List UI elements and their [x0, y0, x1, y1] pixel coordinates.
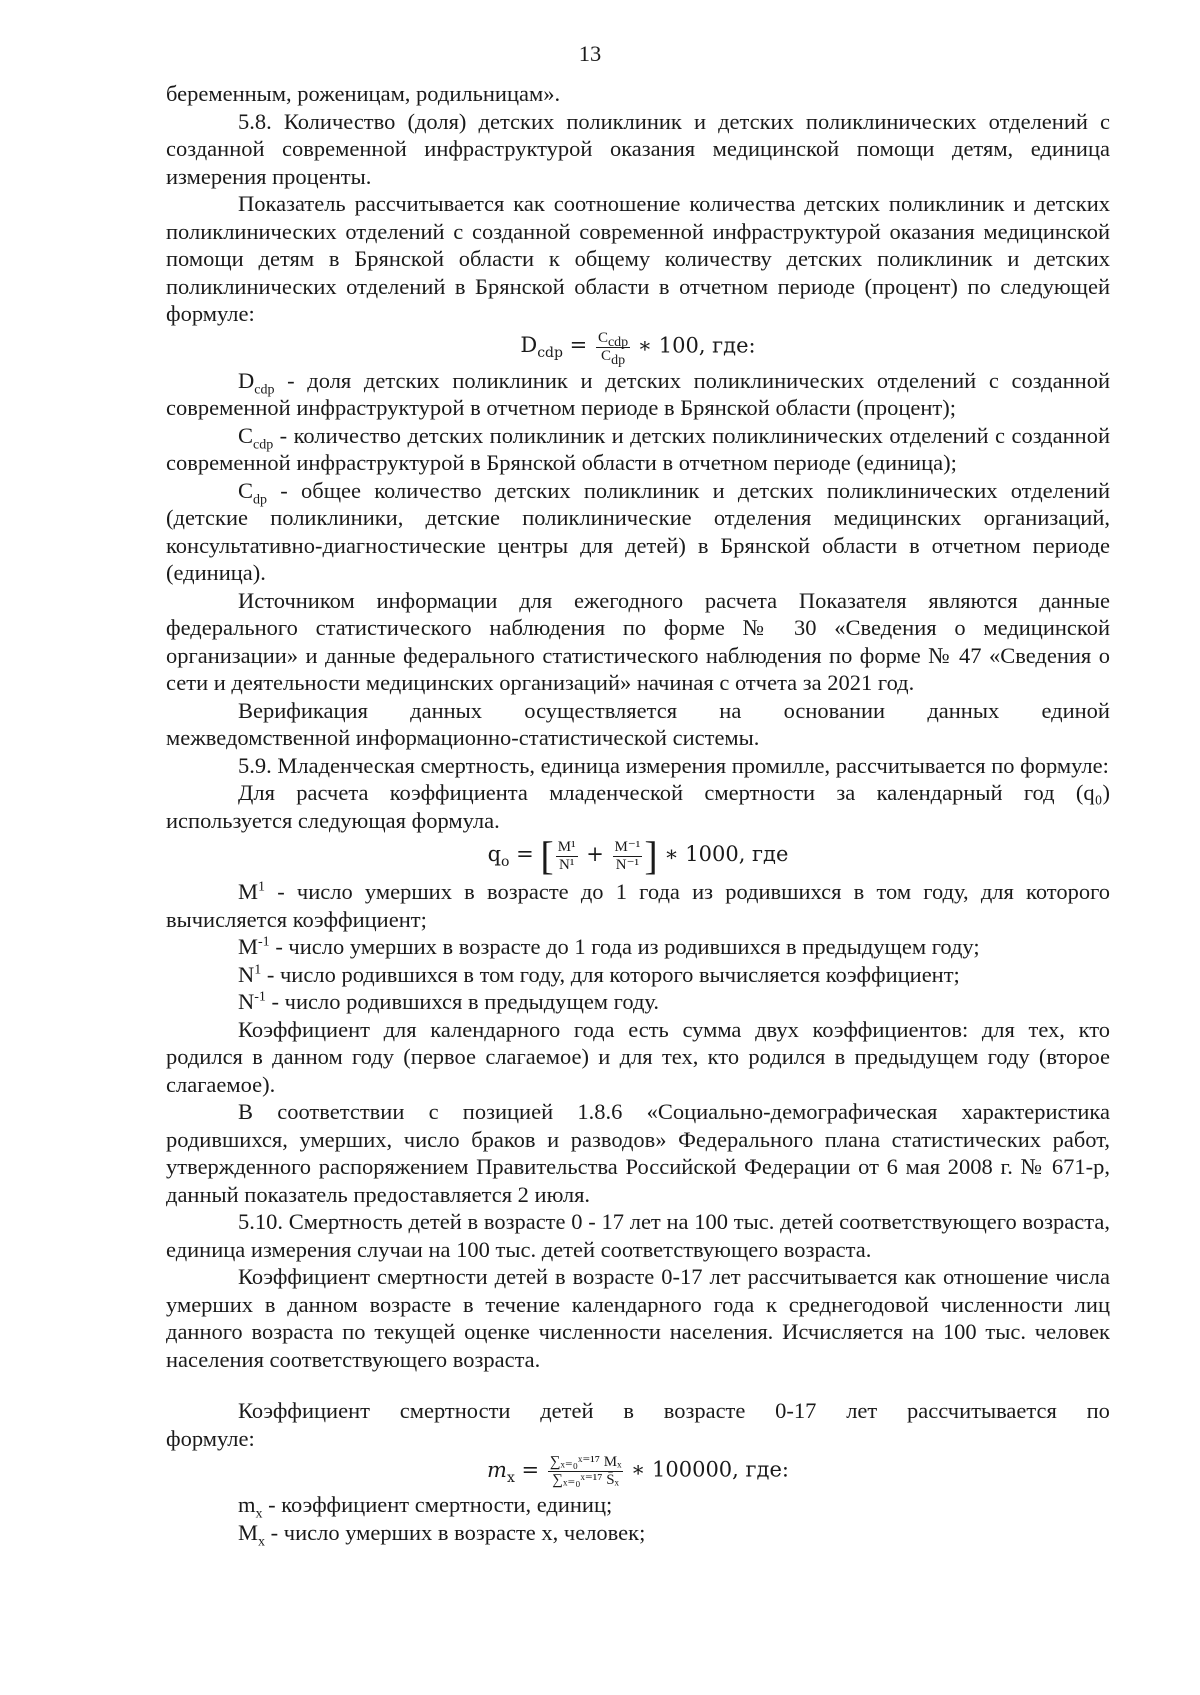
fraction: $\frac{\text{M⁻¹}}{\text{N⁻¹}}$ — [614, 838, 641, 873]
fraction: $\frac{\text{M¹}}{\text{N¹}}$ — [557, 838, 576, 873]
paragraph-spread: Верификация данных осуществляется на основании данных единой — [238, 697, 1110, 723]
definition-m-1: $M^{-1}$ - число умерших в возрасте до 1 года из родившихся в предыдущем году; — [238, 934, 980, 959]
paragraph: формуле: — [166, 1425, 255, 1451]
definition-m1: $M^1$ - число умерших в возрасте до 1 года из родившихся в том году, для которого вычисляется коэффициент; — [166, 879, 1110, 932]
definition-n-1: $N^{-1}$ - число родившихся в предыдущем году. — [238, 989, 660, 1014]
definition-n1: $N^1$ - число родившихся в том году, для которого вычисляется коэффициент; — [238, 961, 960, 987]
fraction: $\frac{\text{∑ₓ₌₀ˣ⁼¹⁷ Mₓ}}{\text{∑ₓ₌₀ˣ⁼¹⁷ S̄ₓ}}$ — [549, 1454, 622, 1488]
formula-q0: $q_o$ = [ $\frac{\text{M¹}}{\text{N¹}}$ + $\frac{\text{M⁻¹}}{\text{N⁻¹}}$ ] ∗ 1000, где — [487, 833, 789, 878]
paragraph: Показатель рассчитывается как соотношение количества детских поликлиник и детских поликлинических отделений с созданной современной инфраструктурой оказания медицинской помощи детям в Брянской области к общему количеству детских поликлиник и детских поликлинических отделений в Брянской области в отчетном периоде (процент) по следующей формуле: — [166, 191, 1110, 326]
paragraph: межведомственной информационно-статистической системы. — [166, 725, 760, 750]
formula-dcdp: $D_{cdp}$ = $\frac{C_{cdp}}{C_{dp}}$ ∗ 100, где: — [520, 329, 756, 368]
definition-mx-coef: $m_x$ - коэффициент смертности, единиц; — [238, 1492, 613, 1522]
paragraph: 5.9. Младенческая смертность, единица измерения промилле, рассчитывается по формуле: — [238, 752, 1109, 778]
paragraph: беременным, роженицам, родильницам». — [166, 81, 561, 106]
paragraph: 5.8. Количество (доля) детских поликлиник и детских поликлинических отделений с созданной современной инфраструктурой оказания медицинской помощи детям, единица измерения проценты. — [166, 108, 1110, 189]
page-number: 13 — [578, 41, 602, 66]
formula-mx: $m_x$ = $\frac{\text{∑ₓ₌₀ˣ⁼¹⁷ Mₓ}}{\text{∑ₓ₌₀ˣ⁼¹⁷ S̄ₓ}}$ ∗ 100000, где: — [487, 1454, 789, 1488]
paragraph: Коэффициент для календарного года есть сумма двух коэффициентов: для тех, кто родился в данном году (первое слагаемое) и для тех, кто родился в предыдущем году (второе слагаемое). — [166, 1016, 1110, 1097]
paragraph: Источником информации для ежегодного расчета Показателя являются данные федерального статистического наблюдения по форме № 30 «Сведения о медицинской организации» и данные федерального статистического наблюдения по форме № 47 «Сведения о сети и деятельности медицинских организаций» начиная с отчета за 2021 год. — [166, 587, 1110, 695]
paragraph: Коэффициент смертности детей в возрасте 0-17 лет рассчитывается как отношение числа умерших в данном возрасте в течение календарного года к среднегодовой численности лиц данного возраста по текущей оценке численности населения. Исчисляется на 100 тыс. человек населения соответствующего возраста. — [166, 1264, 1110, 1372]
definition-ccdp: $C_{cdp}$ - количество детских поликлиник и детских поликлинических отделений с созданной современной инфраструктурой в Брянской области в отчетном периоде (единица); — [166, 422, 1110, 475]
definition-cdp: $C_{dp}$ - общее количество детских поликлиник и детских поликлинических отделений (детские поликлиники, детские поликлинические отделения медицинских организаций, консультативно-диагностические центры для детей) в Брянской области в отчетном периоде (единица). — [166, 477, 1110, 585]
definition-dcdp: $D_{cdp}$ - доля детских поликлиник и детских поликлинических отделений с созданной современной инфраструктурой в отчетном периоде в Брянской области (процент); — [166, 367, 1110, 420]
page-content — [166, 80, 1110, 1549]
paragraph: В соответствии с позицией 1.8.6 «Социально-демографическая характеристика родившихся, умерших, число браков и разводов» Федерального плана статистических работ, утвержденного распоряжением Правительства Российской Федерации от 6 мая 2008 г. № 671-р, данный показатель предоставляется 2 июля. — [166, 1099, 1110, 1207]
paragraph: 5.10. Смертность детей в возрасте 0 - 17 лет на 100 тыс. детей соответствующего возраста, единица измерения случаи на 100 тыс. детей соответствующего возраста. — [166, 1209, 1110, 1262]
paragraph-spread: Коэффициент смертности детей в возрасте 0-17 лет рассчитывается по — [238, 1398, 1110, 1423]
fraction: $\frac{C_{cdp}}{C_{dp}}$ — [597, 329, 629, 368]
paragraph: Для расчета коэффициента младенческой смертности за календарный год (q₀) используется следующая формула. — [166, 780, 1110, 833]
definition-mx-count: $M_x$ - число умерших в возрасте x, человек; — [238, 1519, 646, 1549]
